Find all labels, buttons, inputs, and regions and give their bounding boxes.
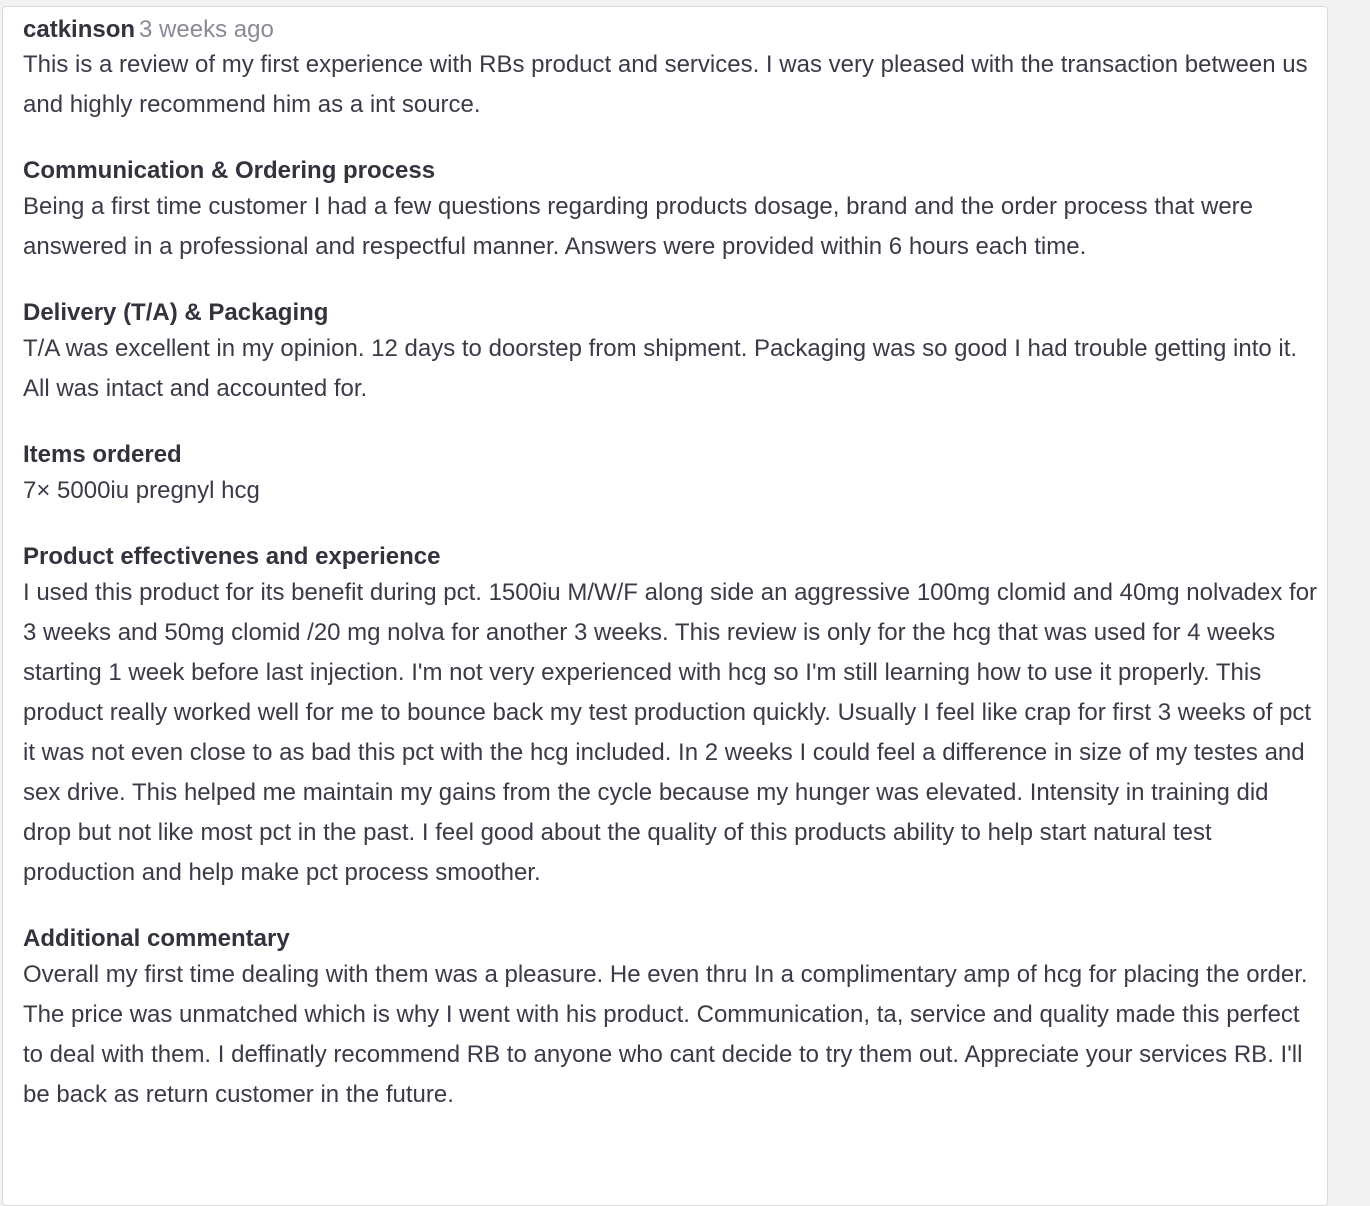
section-body: T/A was excellent in my opinion. 12 days to doorstep from shipment. Packaging was so good I had trouble getting into it. All was intact and accounted for. xyxy=(23,335,1298,402)
section-communication xyxy=(23,155,1323,267)
review-content xyxy=(23,45,1323,1115)
section-body: Overall my first time dealing with them was a pleasure. He even thru In a complimentary amp of hcg for placing the order. The price was unmatched which is why I went with his product. Communication, ta, service and quality made this perfect to deal with them. I deffinatly recommend RB to anyone who cant decide to try them out. Appreciate your services RB. I'll be back as return customer in the future. xyxy=(23,961,1308,1108)
section-body: 7× 5000iu pregnyl hcg xyxy=(23,477,260,504)
section-additional-commentary xyxy=(23,923,1323,1115)
section-heading: Items ordered xyxy=(23,441,182,468)
section-body: Being a first time customer I had a few questions regarding products dosage, brand and the order process that were answered in a professional and respectful manner. Answers were provided within 6 hours each time. xyxy=(23,193,1254,260)
section-delivery xyxy=(23,297,1323,409)
review-meta xyxy=(23,15,1327,45)
section-heading: Additional commentary xyxy=(23,925,290,952)
author-name[interactable]: catkinson xyxy=(23,16,136,43)
section-heading: Delivery (T/A) & Packaging xyxy=(23,299,329,326)
review-timestamp: 3 weeks ago xyxy=(139,16,274,43)
section-items-ordered xyxy=(23,439,1323,511)
review-intro: This is a review of my first experience with RBs product and services. I was very pleased with the transaction between us and highly recommend him as a int source. xyxy=(23,51,1308,118)
section-heading: Product effectivenes and experience xyxy=(23,543,441,570)
section-effectiveness xyxy=(23,541,1323,893)
section-heading: Communication & Ordering process xyxy=(23,157,436,184)
review-card xyxy=(2,6,1328,1206)
section-body: I used this product for its benefit during pct. 1500iu M/W/F along side an aggressive 100mg clomid and 40mg nolvadex for 3 weeks and 50mg clomid /20 mg nolva for another 3 weeks. This review is only for the hcg that was used for 4 weeks starting 1 week before last injection. I'm not very experienced with hcg so I'm still learning how to use it properly. This product really worked well for me to bounce back my test production quickly. Usually I feel like crap for first 3 weeks of pct it was not even close to as bad this pct with the hcg included. In 2 weeks I could feel a difference in size of my testes and sex drive. This helped me maintain my gains from the cycle because my hunger was elevated. Intensity in training did drop but not like most pct in the past. I feel good about the quality of this products ability to help start natural test production and help make pct process smoother. xyxy=(23,579,1318,886)
